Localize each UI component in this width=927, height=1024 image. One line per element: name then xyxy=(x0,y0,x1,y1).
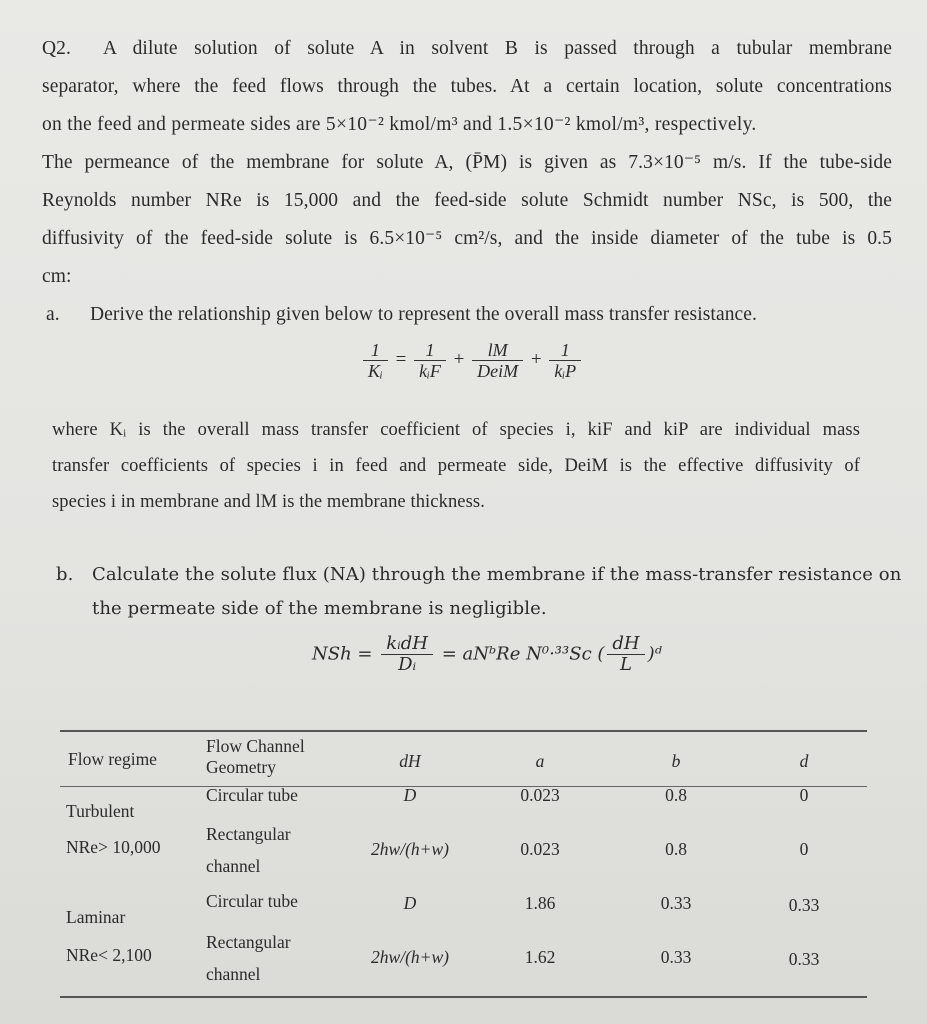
part-b-prompt: b. Calculate the solute flux (NA) through the membrane if the mass-transfer resistance on the permeate side of the membrane is negligible. xyxy=(56,558,861,626)
table-bottom-rule xyxy=(60,996,867,998)
table-row-4-dh: 2hw/(h+w) xyxy=(371,947,449,967)
table-row-4-b: 0.33 xyxy=(660,947,692,967)
header-dh: dH xyxy=(399,751,421,771)
question-line-5: Reynolds number NRe is 15,000 and the feed-side solute Schmidt number NSc, is 500, the xyxy=(42,190,892,211)
table-row-3-geometry: Circular tube xyxy=(206,891,298,911)
table-row-4-geometry: Rectangular channel xyxy=(206,932,291,984)
question-line-3: on the feed and permeate sides are 5×10⁻² kmol/m³ and 1.5×10⁻² kmol/m³, respectively. xyxy=(42,114,757,135)
question-number: Q2. xyxy=(42,38,72,59)
table-row-2-b: 0.8 xyxy=(665,839,687,859)
table-row-3-b: 0.33 xyxy=(660,893,692,913)
question-line-4: The permeance of the membrane for solute A, (P̄M) is given as 7.3×10⁻⁵ m/s. If the tube-side xyxy=(42,152,892,173)
table-row-2-a: 0.023 xyxy=(520,839,560,859)
regime-laminar-condition: NRe< 2,100 xyxy=(66,945,152,965)
part-b-label: b. xyxy=(56,564,74,585)
table-header-rule xyxy=(60,786,867,787)
table-top-rule xyxy=(60,730,867,732)
table-row-1-dh: D xyxy=(403,785,417,805)
sherwood-equation: NSh = $\frac{\text{kᵢdH}}{\text{Dᵢ}}$ = aNᵇRe N⁰·³³Sc ( $\frac{dH}{L}$ )ᵈ xyxy=(312,633,662,675)
header-b: b xyxy=(671,751,681,771)
table-row-2-geometry: Rectangular channel xyxy=(206,824,291,876)
header-a: a xyxy=(535,751,545,771)
table-row-1-geometry: Circular tube xyxy=(206,785,298,805)
part-a-label: a. xyxy=(46,304,60,325)
sherwood-fraction: $\frac{\text{kᵢdH}}{\text{Dᵢ}}$ xyxy=(381,634,433,675)
regime-turbulent: Turbulent xyxy=(66,801,135,821)
regime-turbulent-condition: NRe> 10,000 xyxy=(66,837,161,857)
membrane-term-fraction: $\frac{lM}{\text{DeiM}}$ xyxy=(472,340,523,381)
table-row-1-a: 0.023 xyxy=(520,785,560,805)
table-row-2-d: 0 xyxy=(799,839,809,859)
table-row-1-d: 0 xyxy=(799,785,809,805)
header-d: d xyxy=(799,751,809,771)
part-a-prompt: a. Derive the relationship given below to represent the overall mass transfer resistance. xyxy=(46,296,896,334)
lhs-fraction: $\frac{1}{\text{Kᵢ}}$ xyxy=(363,340,388,381)
overall-resistance-equation: $\frac{1}{\text{Kᵢ}}$ = $\frac{1}{\text{kᵢF}}$ + $\frac{lM}{\text{DeiM}}$ + $\frac{1}{\text{kᵢP}}$ xyxy=(360,340,584,381)
table-row-4-a: 1.62 xyxy=(524,947,556,967)
question-line-7: cm: xyxy=(42,266,72,287)
table-row-2-dh: 2hw/(h+w) xyxy=(371,839,449,859)
table-row-3-a: 1.86 xyxy=(524,893,556,913)
table-row-4-d: 0.33 xyxy=(788,949,820,969)
header-geometry: Flow Channel Geometry xyxy=(206,736,305,777)
question-line-2: separator, where the feed flows through the tubes. At a certain location, solute concentrations xyxy=(42,76,892,97)
header-flow-regime: Flow regime xyxy=(68,749,157,769)
permeate-term-fraction: $\frac{1}{\text{kᵢP}}$ xyxy=(549,340,581,381)
table-row-3-d: 0.33 xyxy=(788,895,820,915)
question-line-6: diffusivity of the feed-side solute is 6.5×10⁻⁵ cm²/s, and the inside diameter of the tube is 0.5 xyxy=(42,228,892,249)
feed-term-fraction: $\frac{1}{\text{kᵢF}}$ xyxy=(414,340,446,381)
table-row-1-b: 0.8 xyxy=(665,785,687,805)
question-line-1: Q2. A dilute solution of solute A in solvent B is passed through a tubular membrane xyxy=(42,38,892,59)
geometry-ratio-fraction: $\frac{dH}{L}$ xyxy=(607,634,644,675)
question-text xyxy=(42,30,892,296)
table-row-3-dh: D xyxy=(403,893,417,913)
part-a-explanation: where Kᵢ is the overall mass transfer coefficient of species i, kiF and kiP are individual mass transfer coefficients of species i in feed and permeate side, DeiM is the effective diffusivity of species i in membrane and lM is the membrane thickness. xyxy=(52,420,860,512)
regime-laminar: Laminar xyxy=(66,907,126,927)
